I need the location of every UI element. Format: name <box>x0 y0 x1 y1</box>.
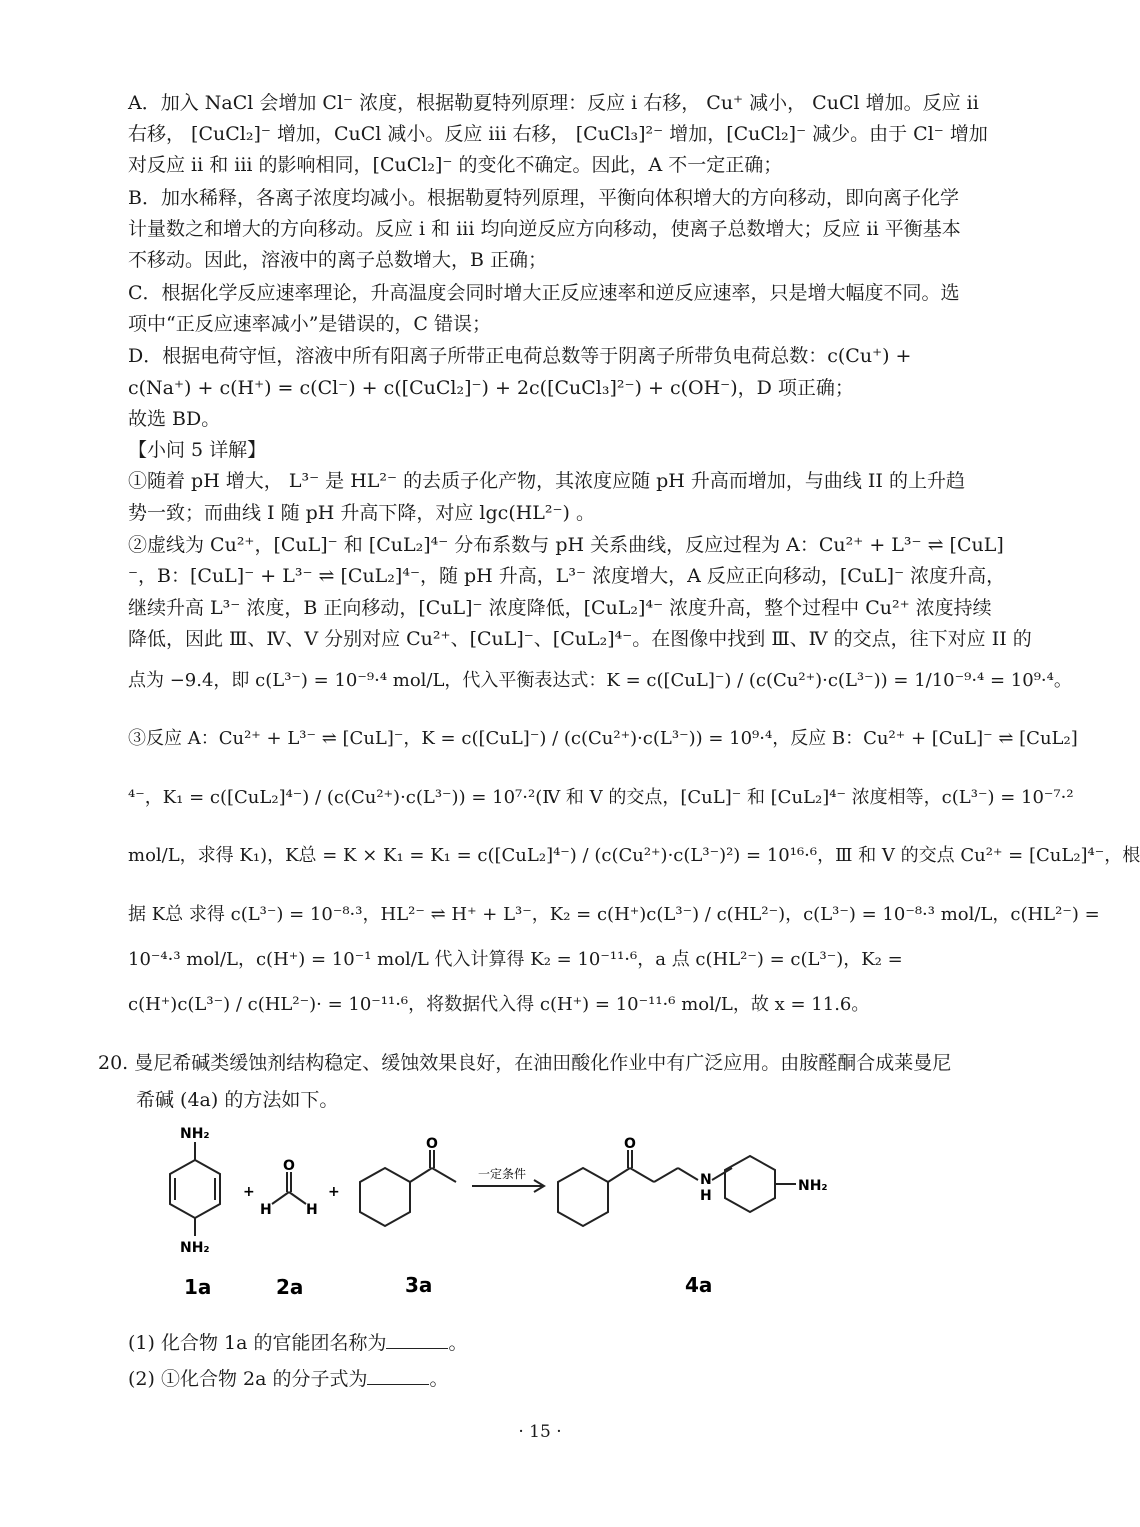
text-line: 势一致；而曲线 I 随 pH 升高下降，对应 lgc(HL²⁻) 。 <box>128 502 596 524</box>
text-line: ②虚线为 Cu²⁺，[CuL]⁻ 和 [CuL₂]⁴⁻ 分布系数与 pH 关系曲线，反应过程为 A：Cu²⁺ + L³⁻ ⇌ [CuL] <box>128 534 1004 556</box>
plus-sign: + <box>328 1184 340 1200</box>
text-line: D．根据电荷守恒，溶液中所有阳离子所带正电荷总数等于阴离子所带负电荷总数：c(Cu⁺) + <box>128 345 912 367</box>
text-line: 降低，因此 Ⅲ、Ⅳ、Ⅴ 分别对应 Cu²⁺、[CuL]⁻、[CuL₂]⁴⁻。在图像中找到 Ⅲ、Ⅳ 的交点，往下对应 II 的 <box>128 628 1032 650</box>
benzene-ring-4a-left <box>558 1168 608 1226</box>
text-line: ①随着 pH 增大， L³⁻ 是 HL²⁻ 的去质子化产物，其浓度应随 pH 升高而增加，与曲线 II 的上升趋 <box>128 470 965 492</box>
subquestion-1-end: 。 <box>448 1332 468 1354</box>
benzene-ring-1a <box>170 1160 220 1218</box>
hydrogen-2a: H <box>306 1202 318 1218</box>
text-line: 计量数之和增大的方向移动。反应 i 和 iii 均向逆反应方向移动，使离子总数增大；反应 ii 平衡基本 <box>128 218 961 240</box>
formula-line: 据 K总 求得 c(L³⁻) = 10⁻⁸·³，HL²⁻ ⇌ H⁺ + L³⁻，K₂ = c(H⁺)c(L³⁻) / c(HL²⁻)，c(L³⁻) = 10⁻⁸·³ mol/L，c(HL²⁻) = <box>128 904 1100 925</box>
text-line: c(Na⁺) + c(H⁺) = c(Cl⁻) + c([CuCl₂]⁻) + 2c([CuCl₃]²⁻) + c(OH⁻)，D 项正确； <box>128 377 854 399</box>
reaction-scheme <box>150 1120 870 1310</box>
formula-line: ⁴⁻，K₁ = c([CuL₂]⁴⁻) / (c(Cu²⁺)·c(L³⁻)) = 10⁷·²(Ⅳ 和 Ⅴ 的交点，[CuL]⁻ 和 [CuL₂]⁴⁻ 浓度相等，c(L³⁻) = 10⁻⁷·² <box>128 787 1074 808</box>
oxygen-3a: O <box>426 1136 438 1152</box>
reaction-condition: 一定条件 <box>478 1167 527 1181</box>
formula-line: 10⁻⁴·³ mol/L，c(H⁺) = 10⁻¹ mol/L 代入计算得 K₂ = 10⁻¹¹·⁶，a 点 c(HL²⁻) = c(L³⁻)，K₂ = <box>128 949 903 970</box>
question-20-text <box>98 1048 958 1078</box>
text-line: 对反应 ii 和 iii 的影响相同，[CuCl₂]⁻ 的变化不确定。因此，A 不一定正确； <box>128 154 783 176</box>
benzene-ring-3a <box>360 1168 410 1226</box>
subquestion-1-text: (1) 化合物 1a 的官能团名称为 <box>128 1332 387 1354</box>
hydrogen-2a: H <box>260 1202 272 1218</box>
nh2-bottom-1a: NH₂ <box>180 1240 210 1256</box>
text-line: A．加入 NaCl 会增加 Cl⁻ 浓度，根据勒夏特列原理：反应 i 右移， Cu⁺ 减小， CuCl 增加。反应 ii <box>128 92 979 114</box>
label-4a: 4a <box>685 1273 713 1297</box>
text-line: 不移动。因此，溶液中的离子总数增大，B 正确； <box>128 249 548 271</box>
question-text-cont: 希碱 (4a) 的方法如下。 <box>136 1089 339 1111</box>
subquestion-2 <box>128 1364 988 1394</box>
text-line: C．根据化学反应速率理论，升高温度会同时增大正反应速率和逆反应速率，只是增大幅度不同。选 <box>128 282 960 304</box>
answer-blank[interactable] <box>386 1330 448 1349</box>
section-heading: 【小问 5 详解】 <box>128 439 267 461</box>
formula-line: 点为 −9.4，即 c(L³⁻) = 10⁻⁹·⁴ mol/L，代入平衡表达式：K = c([CuL]⁻) / (c(Cu²⁺)·c(L³⁻)) = 1/10⁻⁹·⁴ = 10⁹·⁴。 <box>128 670 1072 691</box>
nitrogen-4a: N <box>700 1172 712 1188</box>
subquestion-1 <box>128 1328 988 1358</box>
formula-line: ③反应 A：Cu²⁺ + L³⁻ ⇌ [CuL]⁻，K = c([CuL]⁻) / (c(Cu²⁺)·c(L³⁻)) = 10⁹·⁴，反应 B：Cu²⁺ + [CuL]⁻ ⇌ [CuL₂] <box>128 728 1078 749</box>
nh2-top-1a: NH₂ <box>180 1126 210 1142</box>
benzene-ring-4a-right <box>725 1156 775 1212</box>
question-number: 20. <box>98 1052 129 1074</box>
nh2-4a: NH₂ <box>798 1178 828 1194</box>
text-line: B．加水稀释，各离子浓度均减小。根据勒夏特列原理，平衡向体积增大的方向移动，即向离子化学 <box>128 187 959 209</box>
page-number: · 15 · <box>518 1422 562 1442</box>
text-line: 故选 BD。 <box>128 408 221 430</box>
text-line: ⁻，B：[CuL]⁻ + L³⁻ ⇌ [CuL₂]⁴⁻，随 pH 升高，L³⁻ 浓度增大，A 反应正向移动，[CuL]⁻ 浓度升高， <box>128 565 1006 587</box>
plus-sign: + <box>243 1184 255 1200</box>
subquestion-2-text: (2) ①化合物 2a 的分子式为 <box>128 1368 368 1390</box>
subquestion-2-end: 。 <box>429 1368 449 1390</box>
nh-hydrogen-4a: H <box>700 1188 712 1204</box>
answer-blank[interactable] <box>367 1366 429 1385</box>
text-line: 右移， [CuCl₂]⁻ 增加，CuCl 减小。反应 iii 右移， [CuCl₃]²⁻ 增加，[CuCl₂]⁻ 减少。由于 Cl⁻ 增加 <box>128 123 988 145</box>
question-text: 曼尼希碱类缓蚀剂结构稳定、缓蚀效果良好，在油田酸化作业中有广泛应用。由胺醛酮合成莱曼尼 <box>134 1052 952 1074</box>
label-3a: 3a <box>405 1273 433 1297</box>
text-line: 继续升高 L³⁻ 浓度，B 正向移动，[CuL]⁻ 浓度降低，[CuL₂]⁴⁻ 浓度升高，整个过程中 Cu²⁺ 浓度持续 <box>128 597 992 619</box>
label-2a: 2a <box>276 1275 304 1299</box>
formula-line: c(H⁺)c(L³⁻) / c(HL²⁻)· = 10⁻¹¹·⁶，将数据代入得 c(H⁺) = 10⁻¹¹·⁶ mol/L，故 x = 11.6。 <box>128 994 870 1015</box>
text-line: 项中“正反应速率减小”是错误的，C 错误； <box>128 313 492 335</box>
label-1a: 1a <box>184 1275 212 1299</box>
formula-line: mol/L，求得 K₁)，K总 = K × K₁ = K₁ = c([CuL₂]⁴⁻) / (c(Cu²⁺)·c(L³⁻)²) = 10¹⁶·⁶，Ⅲ 和 Ⅴ 的交点 Cu²⁺ = [CuL₂]⁴⁻，根 <box>128 845 1140 866</box>
oxygen-4a: O <box>624 1136 636 1152</box>
oxygen-2a: O <box>283 1158 295 1174</box>
